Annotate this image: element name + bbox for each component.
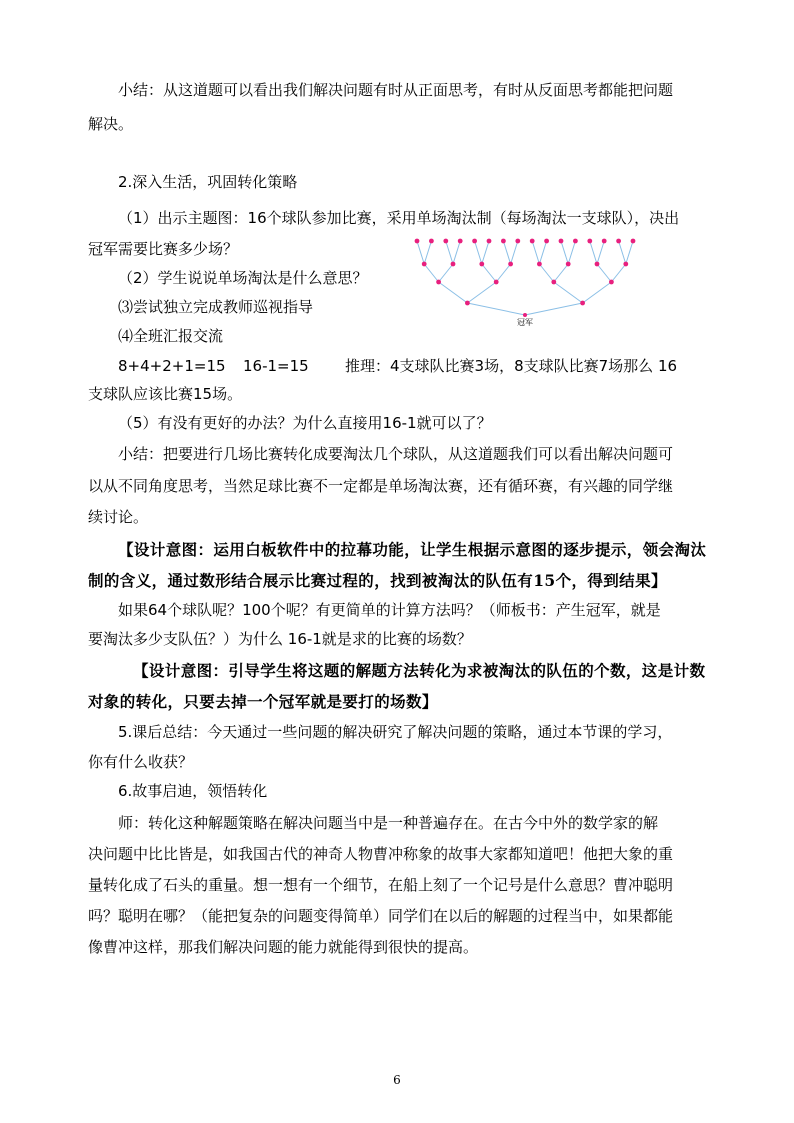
summary-heading-5-line-2: 你有什么收获？ xyxy=(88,753,194,771)
team-node xyxy=(429,239,434,244)
bracket-edge xyxy=(482,241,489,264)
summary-line-2: 解决。 xyxy=(88,115,134,133)
match-node xyxy=(494,280,499,285)
story-line-1: 师：转化这种解题策略在解决问题当中是一种普遍存在。在古今中外的数学家的解 xyxy=(118,814,659,832)
summary-heading-5-line-1: 5.课后总结：今天通过一些问题的解决研究了解决问题的策略，通过本节课的学习， xyxy=(118,723,673,741)
bracket-edge xyxy=(539,241,546,264)
bracket-edge xyxy=(583,282,612,303)
team-node xyxy=(631,239,636,244)
bracket-edge xyxy=(626,241,633,264)
bracket-edge xyxy=(619,241,626,264)
team-node xyxy=(443,239,448,244)
question-line-2: 要淘汰多少支队伍？）为什么 16-1就是求的比赛的场数？ xyxy=(88,630,472,648)
team-node xyxy=(472,239,477,244)
match-node xyxy=(508,262,513,267)
reasoning-line-2: 支球队应该比赛15场。 xyxy=(88,385,243,403)
match-node xyxy=(580,301,585,306)
design-intent-1-line-2: 制的含义，通过数形结合展示比赛过程的，找到被淘汰的队伍有15个，得到结果】 xyxy=(88,571,667,590)
step-2: （2）学生说说单场淘汰是什么意思？ xyxy=(118,269,368,287)
equation-sum: 8+4+2+1=15 xyxy=(118,357,226,375)
match-node xyxy=(465,301,470,306)
bracket-edge xyxy=(597,264,611,282)
team-node xyxy=(573,239,578,244)
team-node xyxy=(530,239,535,244)
bracket-edge xyxy=(482,264,496,282)
team-node xyxy=(602,239,607,244)
team-node xyxy=(587,239,592,244)
step-4: ⑷全班汇报交流 xyxy=(118,327,224,345)
bracket-edge xyxy=(453,241,460,264)
bracket-edge xyxy=(424,241,431,264)
tournament-bracket-diagram xyxy=(405,236,645,328)
bracket-edge xyxy=(597,241,604,264)
match-node xyxy=(595,262,600,267)
match-node xyxy=(551,280,556,285)
match-node xyxy=(451,262,456,267)
bracket-edge xyxy=(511,241,518,264)
champion-node xyxy=(523,313,527,317)
team-node xyxy=(616,239,621,244)
match-node xyxy=(609,280,614,285)
bracket-edge xyxy=(439,264,453,282)
bracket-edge xyxy=(417,241,424,264)
story-line-4: 吗？聪明在哪？（能把复杂的问题变得简单）同学们在以后的解题的过程当中，如果都能 xyxy=(88,907,674,925)
bracket-edge xyxy=(590,241,597,264)
bracket-edge xyxy=(561,241,568,264)
match-node xyxy=(479,262,484,267)
team-node xyxy=(415,239,420,244)
story-line-3: 量转化成了石头的重量。想一想有一个细节，在船上刻了一个记号是什么意思？曹冲聪明 xyxy=(88,876,674,894)
bracket-edge xyxy=(475,241,482,264)
equation-subtract: 16-1=15 xyxy=(243,357,309,375)
bracket-edge xyxy=(467,282,496,303)
team-node xyxy=(515,239,520,244)
team-node xyxy=(487,239,492,244)
summary2-line-1: 小结：把要进行几场比赛转化成要淘汰几个球队，从这道题我们可以看出解决问题可 xyxy=(118,445,674,463)
page-number: 6 xyxy=(393,1073,401,1087)
bracket-edge xyxy=(424,264,438,282)
story-line-5: 像曹冲这样，那我们解决问题的能力就能得到很快的提高。 xyxy=(88,938,479,956)
summary2-line-2: 以从不同角度思考，当然足球比赛不一定都是单场淘汰赛，还有循环赛，有兴趣的同学继 xyxy=(88,477,674,495)
summary2-line-3: 续讨论。 xyxy=(88,508,149,526)
bracket-edge xyxy=(525,303,583,315)
section-heading-2: 2.深入生活，巩固转化策略 xyxy=(118,173,298,191)
bracket-edge xyxy=(467,303,525,315)
question-line-1: 如果64个球队呢？100个呢？有更简单的计算方法吗？（师板书：产生冠军，就是 xyxy=(118,601,661,619)
step-1-line-1: （1）出示主题图：16个球队参加比赛，采用单场淘汰制（每场淘汰一支球队），决出 xyxy=(118,209,680,227)
bracket-lines xyxy=(417,241,633,315)
reasoning-line-1: 推理：4支球队比赛3场，8支球队比赛7场那么 16 xyxy=(345,357,678,375)
step-1-line-2: 冠军需要比赛多少场？ xyxy=(88,240,239,258)
bracket-edge xyxy=(532,241,539,264)
design-intent-2-line-1: 【设计意图：引导学生将这题的解题方法转化为求被淘汰的队伍的个数，这是计数 xyxy=(133,661,706,680)
match-node xyxy=(566,262,571,267)
bracket-edge xyxy=(554,264,568,282)
match-node xyxy=(623,262,628,267)
match-node xyxy=(436,280,441,285)
bracket-edge xyxy=(446,241,453,264)
step-3: ⑶尝试独立完成教师巡视指导 xyxy=(118,298,314,316)
team-node xyxy=(544,239,549,244)
design-intent-2-line-2: 对象的转化，只要去掉一个冠军就是要打的场数】 xyxy=(88,692,438,711)
champion-label: 冠军 xyxy=(517,318,533,327)
bracket-edge xyxy=(568,241,575,264)
bracket-edge xyxy=(496,264,510,282)
bracket-edge xyxy=(503,241,510,264)
team-node xyxy=(458,239,463,244)
bracket-edge xyxy=(554,282,583,303)
match-node xyxy=(422,262,427,267)
bracket-edge xyxy=(439,282,468,303)
bracket-edge xyxy=(539,264,553,282)
match-node xyxy=(537,262,542,267)
step-5: （5）有没有更好的办法？为什么直接用16-1就可以了？ xyxy=(118,414,492,432)
team-node xyxy=(501,239,506,244)
summary-line-1: 小结：从这道题可以看出我们解决问题有时从正面思考，有时从反面思考都能把问题 xyxy=(118,81,674,99)
section-heading-6: 6.故事启迪，领悟转化 xyxy=(118,782,268,800)
bracket-edge xyxy=(611,264,625,282)
story-line-2: 决问题中比比皆是，如我国古代的神奇人物曹冲称象的故事大家都知道吧！他把大象的重 xyxy=(88,845,674,863)
team-node xyxy=(559,239,564,244)
design-intent-1-line-1: 【设计意图：运用白板软件中的拉幕功能，让学生根据示意图的逐步提示，领会淘汰 xyxy=(118,540,707,559)
